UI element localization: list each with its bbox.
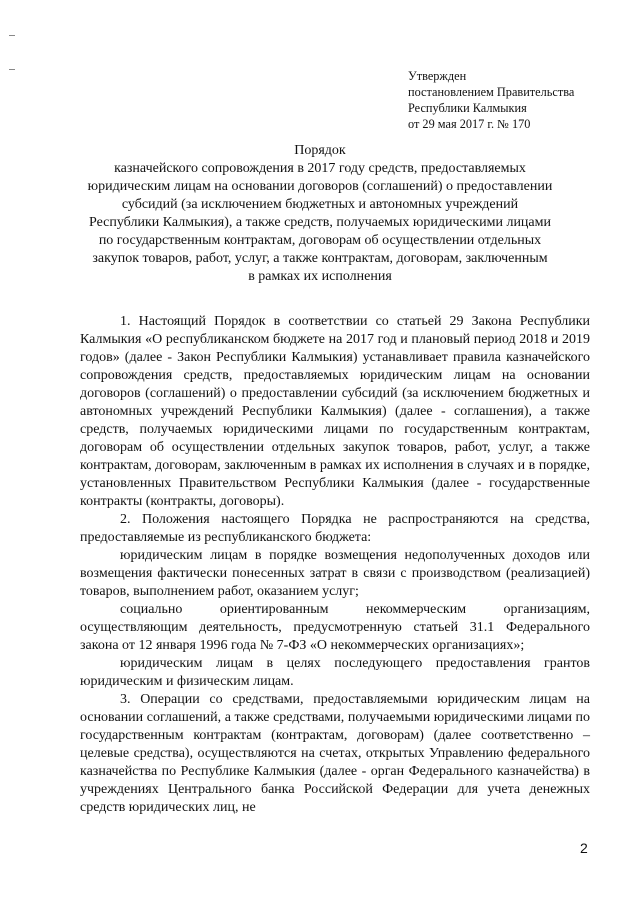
paragraph-2-item: юридическим лицам в порядке возмещения недополученных доходов или возмещения фактически понесенных затрат в связи с производством (реализацией) товаров, выполнением работ, оказанием услуг;	[80, 548, 590, 599]
approval-line: постановлением Правительства	[408, 85, 575, 99]
document-body	[80, 313, 590, 817]
paragraph-2-item: юридическим лицам в целях последующего предоставления грантов юридическим и физическим лицам.	[80, 656, 590, 689]
approval-line: Республики Калмыкия	[408, 101, 527, 115]
title-line: Порядок	[294, 143, 346, 158]
approval-line: от 29 мая 2017 г. № 170	[408, 117, 531, 131]
title-line: казначейского сопровождения в 2017 году средств, предоставляемых	[114, 161, 526, 176]
approval-stamp	[408, 68, 574, 132]
page-number: 2	[580, 840, 588, 856]
scan-margin-mark	[9, 69, 15, 70]
paragraph-3: 3. Операции со средствами, предоставляемыми юридическим лицам на основании соглашений, а также средствами, получаемыми юридическими лицами по государственным контрактам (контрактам, договорам) (далее соответственно – целевые средства), осуществляются на счетах, открытых Управлению федерального казначейства по Республике Калмыкия (далее - орган Федерального казначейства) в учреждениях Центрального банка Российской Федерации для учета денежных средств юридических лиц, не	[80, 692, 590, 815]
paragraph-1: 1. Настоящий Порядок в соответствии со статьей 29 Закона Республики Калмыкия «О республиканском бюджете на 2017 год и плановый период 2018 и 2019 годов» (далее - Закон Республики Калмыкия) устанавливает правила казначейского сопровождения средств, предоставляемых юридическим лицам на основании договоров (соглашений) о предоставлении субсидий (за исключением бюджетных и автономных учреждений Республики Калмыкия) (далее - соглашения), а также средств, получаемых юридическими лицами по государственным контрактам, договорам об осуществлении отдельных закупок товаров, работ, услуг, а также контрактам, договорам, заключенным в рамках их исполнения в случаях и в порядке, установленных Правительством Республики Калмыкия (далее - государственные контракты (контракты, договоры).	[80, 314, 590, 509]
title-line: юридическим лицам на основании договоров (соглашений) о предоставлении	[87, 179, 553, 194]
title-line: Республики Калмыкия), а также средств, получаемых юридическими лицами	[89, 215, 551, 230]
scan-margin-mark	[9, 35, 15, 36]
approval-line: Утвержден	[408, 69, 467, 83]
title-line: в рамках их исполнения	[248, 269, 392, 284]
document-title	[70, 142, 570, 286]
paragraph-2-item: социально ориентированным некоммерческим организациям, осуществляющим деятельность, предусмотренную статьей 31.1 Федерального закона от 12 января 1996 года № 7-ФЗ «О некоммерческих организациях»;	[80, 602, 590, 653]
title-line: по государственным контрактам, договорам об осуществлении отдельных	[98, 233, 542, 248]
title-line: закупок товаров, работ, услуг, а также контрактам, договорам, заключенным	[92, 251, 548, 266]
title-line: субсидий (за исключением бюджетных и автономных учреждений	[121, 197, 519, 212]
paragraph-2: 2. Положения настоящего Порядка не распространяются на средства, предоставляемые из республиканского бюджета:	[80, 512, 590, 545]
